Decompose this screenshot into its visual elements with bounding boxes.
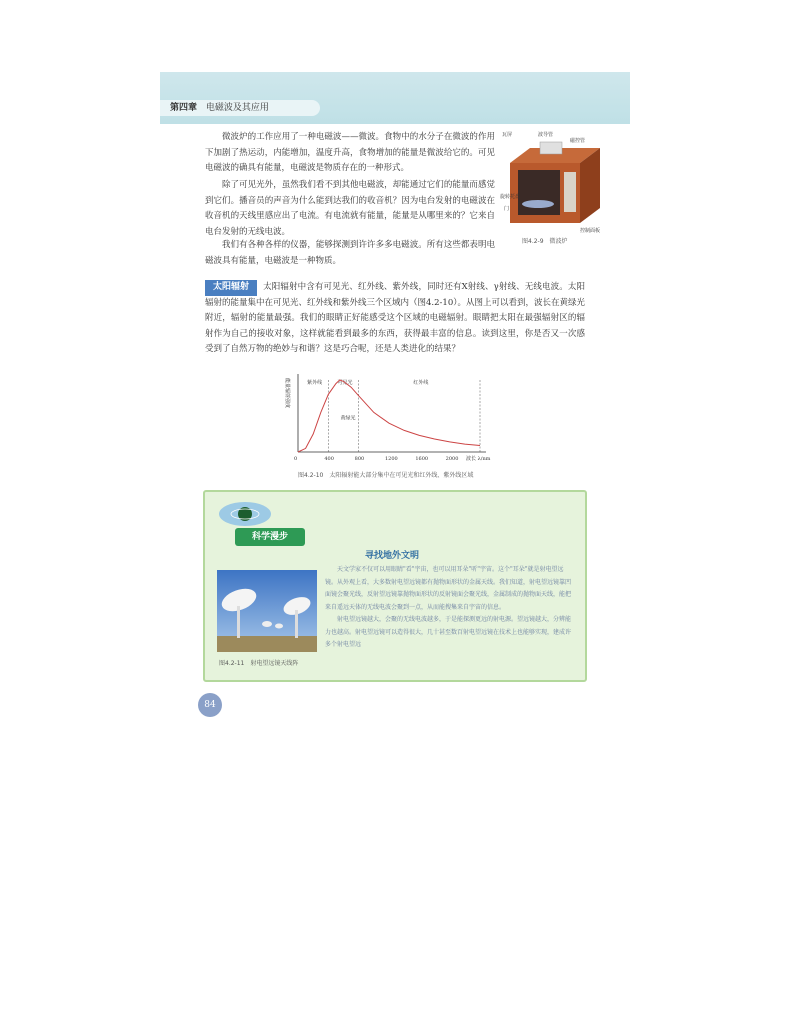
microwave-caption: 图4.2-9 微波炉 xyxy=(522,238,568,245)
x-tick-label: 1200 xyxy=(385,456,398,462)
mw-label-1: 瓦屏 xyxy=(502,132,513,138)
x-tick-label: 800 xyxy=(354,456,365,462)
x-tick-label: 1600 xyxy=(415,456,429,462)
box-paragraph-1: 天文学家不仅可以用眼睛"看"宇宙，也可以用耳朵"听"宇宙。这个"耳朵"就是射电望远镜。从外观上看，大多数射电望远镜都有抛物面形状的金属天线。我们知道，射电望远镜靠凹面镜会聚光线，反射望远镜靠抛物面形状的反射镜面会聚光线，金属制成的抛物面天线，能把来自遥远天体的无线电波会聚到一点，从而能搜集来自宇宙的信息。 xyxy=(325,566,572,611)
x-axis-label: 波长 λ/nm xyxy=(466,456,491,462)
solar-spectrum-chart xyxy=(280,368,500,468)
box-title: 寻找地外文明 xyxy=(365,551,420,561)
mw-label-3: 磁控管 xyxy=(570,138,586,144)
spectrum-curve xyxy=(298,380,480,452)
region-label: 红外线 xyxy=(413,380,429,386)
chart-caption: 图4.2-10 太阳辐射能大部分集中在可见光和红外线、紫外线区域 xyxy=(298,472,474,479)
photo-caption: 图4.2-11 射电望远镜天线阵 xyxy=(219,660,299,667)
header-band xyxy=(160,72,630,124)
section-label: 太阳辐射 xyxy=(205,280,257,296)
chapter-title: 电磁波及其应用 xyxy=(205,103,269,113)
box-paragraph-2: 射电望远镜越大，会聚的无线电波越多，于是能探测更远的射电源。望远镜越大，分辨能力也越高。射电望远镜可以造得很大，几十甚至数百射电望远镜在技术上也能够实现，建成许多个射电望远 xyxy=(325,616,572,648)
mw-label-5: 门 xyxy=(504,206,510,212)
science-box xyxy=(203,490,587,682)
region-label: 可见光 xyxy=(337,380,353,386)
microwave-illustration xyxy=(500,128,610,233)
annotation-yellow-green: 黄绿光 xyxy=(340,415,356,422)
mw-label-4: 旋转托盘 xyxy=(500,194,521,200)
paragraph-2: 除了可见光外，虽然我们看不到其他电磁波，却能通过它们的能量而感觉到它们。播音员的声音为什么能到达我们的收音机？因为电台发射的电磁波在收音机的天线里感应出了电流。有电流就有能量，能量是从哪里来的？它来自电台发射的无线电波。 xyxy=(205,180,495,237)
chapter-number: 第四章 xyxy=(170,103,198,113)
paragraph-3: 我们有各种各样的仪器，能够探测到许许多多电磁波。所有这些都表明电磁波具有能量，电磁波是一种物质。 xyxy=(205,240,495,266)
paragraph-1: 微波炉的工作应用了一种电磁波——微波。食物中的水分子在微波的作用下加剧了热运动，内能增加，温度升高，食物增加的能量是微波给它的。可见电磁波的确具有能量，电磁波是物质存在的一种形式。 xyxy=(205,132,495,173)
box-text xyxy=(325,564,573,652)
page-number: 84 xyxy=(198,693,222,717)
section-text: 太阳辐射中含有可见光、红外线、紫外线，同时还有X射线、γ射线、无线电波。太阳辐射的能量集中在可见光、红外线和紫外线三个区域内（图4.2-10）。从图上可以看到，波长在黄绿光附近，辐射的能量最强。我们的眼睛正好能感受这个区域的电磁辐射。眼睛把太阳在最强辐射区的辐射作为自己的接收对象，这样就能看到最多的东西，获得最丰富的信息。读到这里，你是否又一次感受到了自然万物的绝妙与和谐？这是巧合呢，还是人类进化的结果？ xyxy=(205,282,585,354)
x-tick-label: 2000 xyxy=(445,456,459,462)
x-tick-label: 400 xyxy=(324,456,334,462)
chapter-tab xyxy=(160,100,320,116)
y-axis-label: 能量辐射强度 xyxy=(284,378,290,409)
x-tick-label: 0 xyxy=(294,456,298,462)
science-badge: 科学漫步 xyxy=(235,528,305,546)
mw-label-2: 波导管 xyxy=(538,132,554,138)
atom-icon xyxy=(215,494,275,532)
radio-telescope-photo xyxy=(217,570,317,652)
section-solar xyxy=(205,280,585,358)
mw-label-6: 控制面板 xyxy=(580,228,601,233)
region-label: 紫外线 xyxy=(307,380,323,386)
